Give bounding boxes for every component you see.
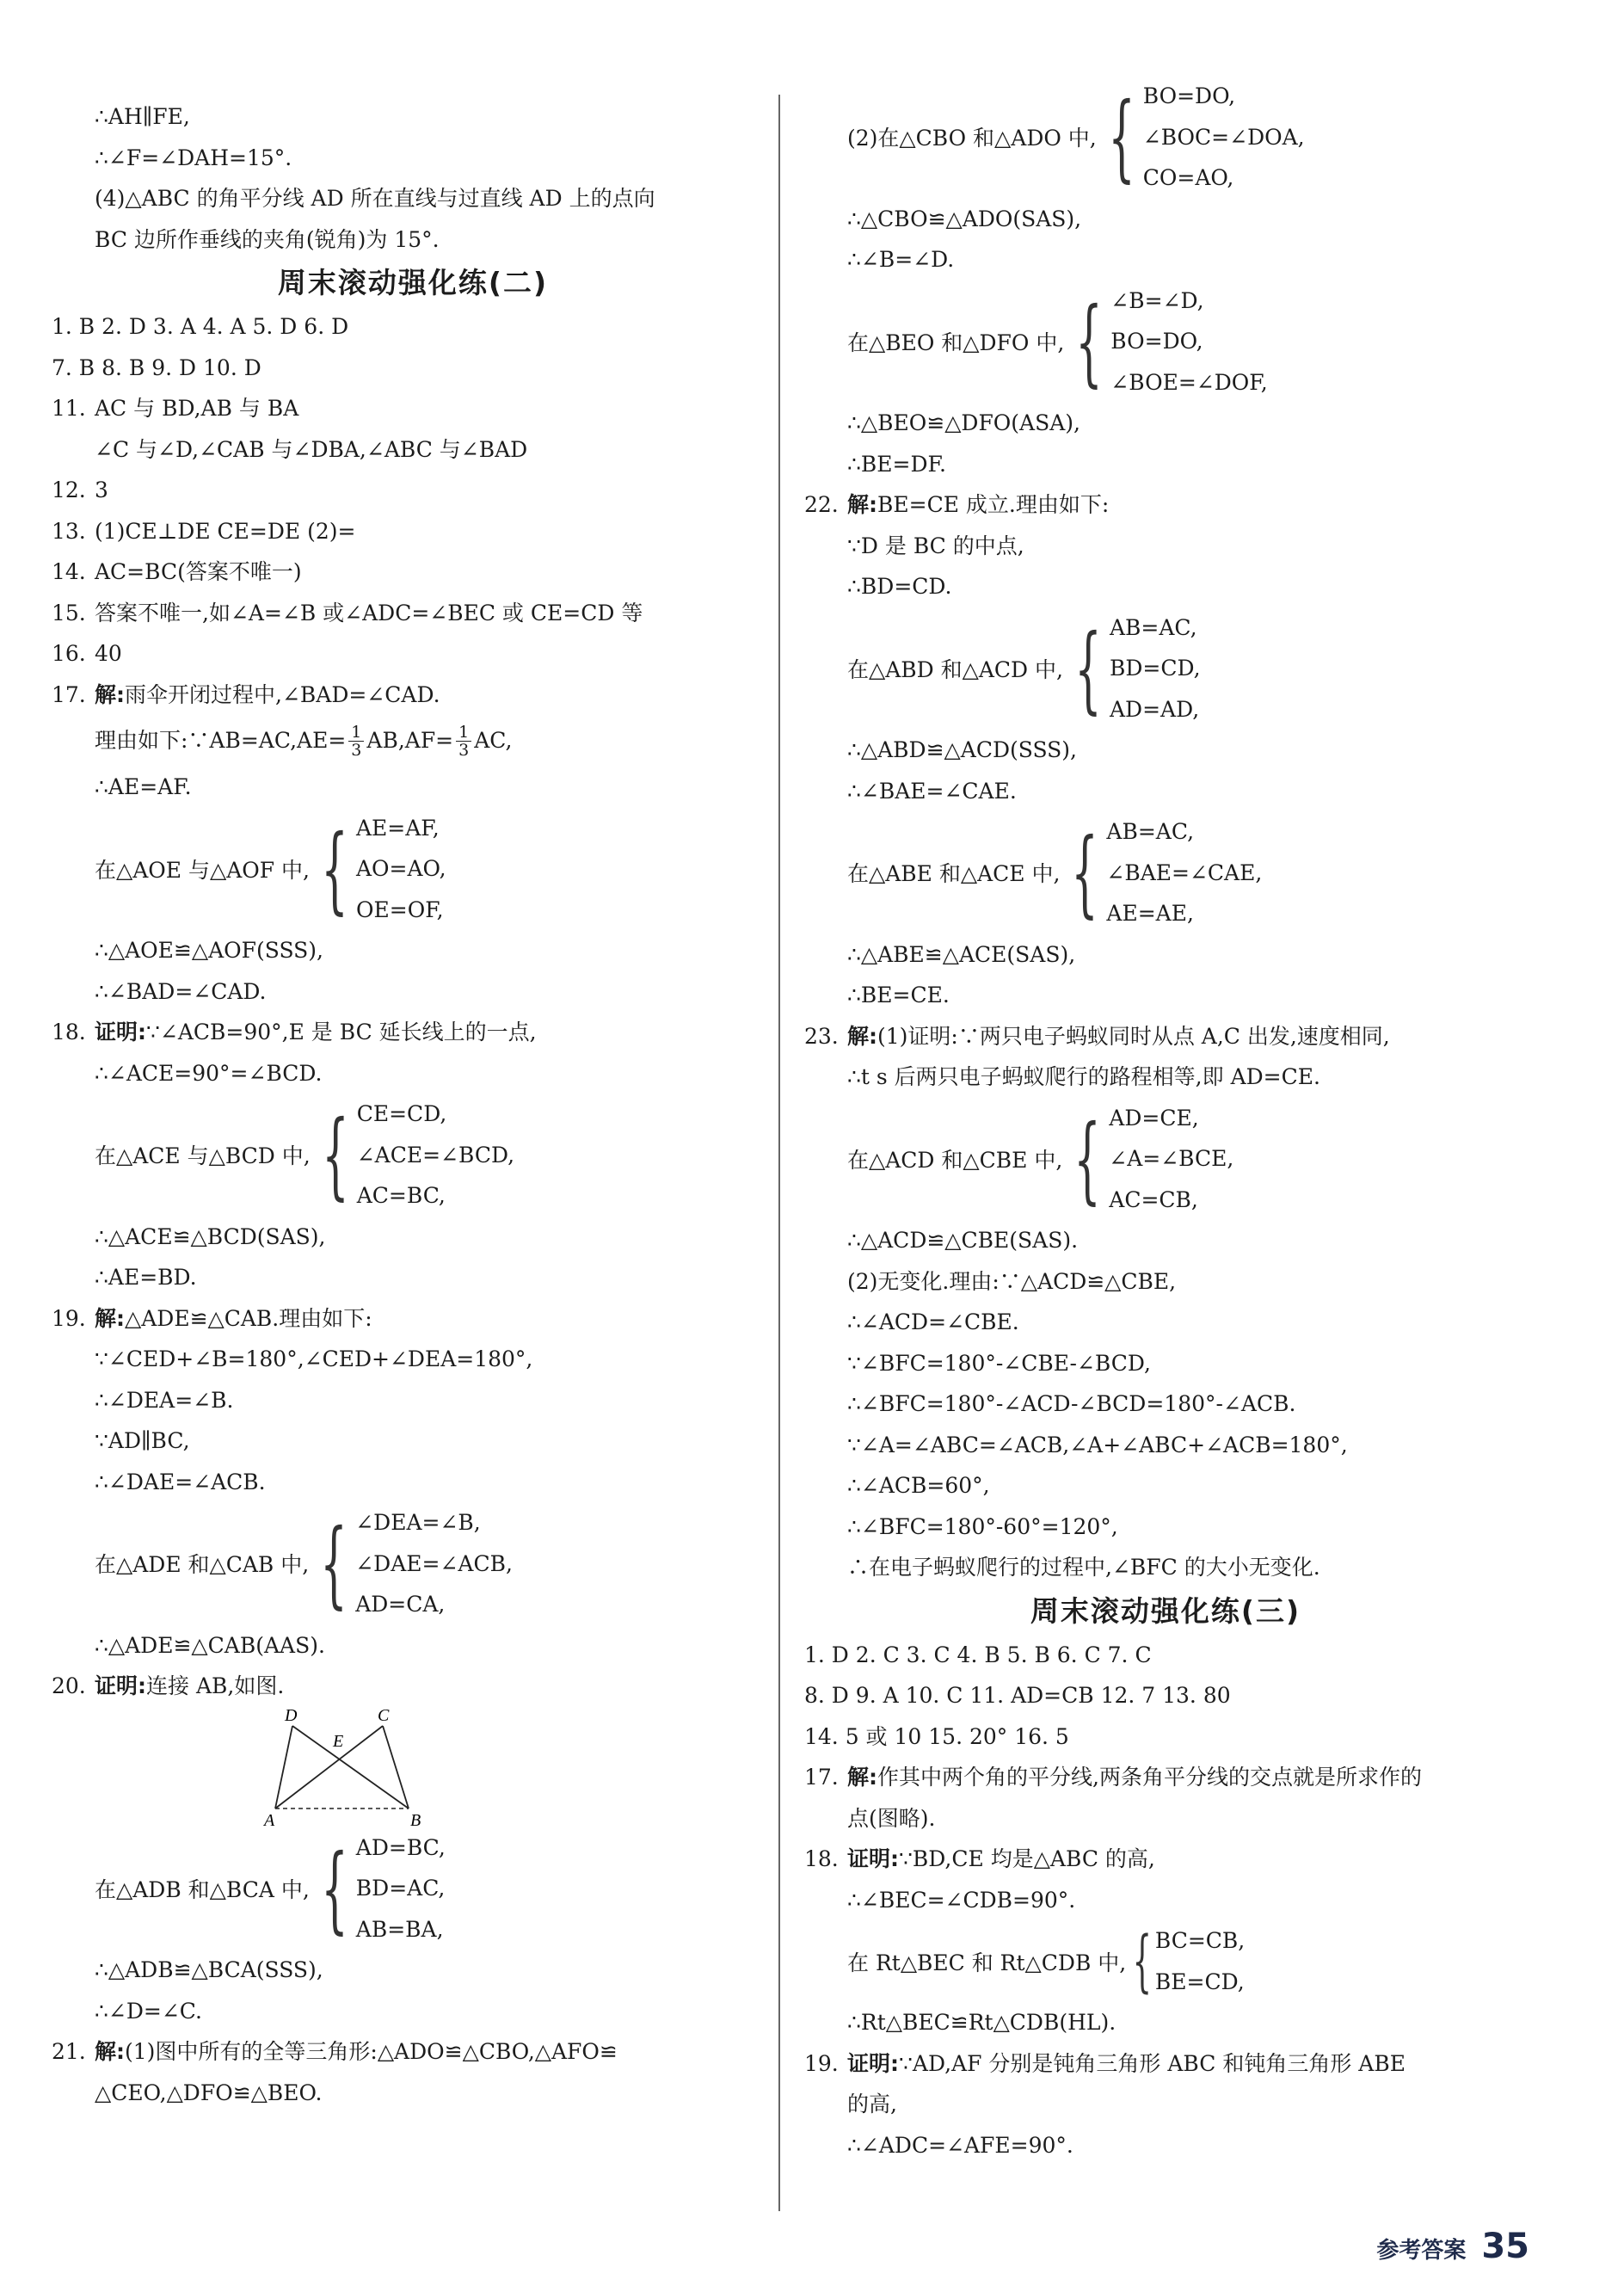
segment-AD — [275, 1726, 292, 1808]
question-19 — [804, 2043, 1527, 2085]
answer-line: 1. D 2. C 3. C 4. B 5. B 6. C 7. C — [804, 1642, 1152, 1667]
system-item: BD=CD, — [1110, 656, 1201, 681]
question-number: 18. — [52, 1020, 86, 1044]
point-label-E: E — [333, 1731, 344, 1751]
system-lead: 在△ABD 和△ACD 中, — [847, 656, 1063, 682]
text-line: ∵D 是 BC 的中点, — [847, 533, 1024, 558]
fraction-denominator: 3 — [351, 740, 362, 760]
answer-line: 7. B 8. B 9. D 10. D — [52, 354, 261, 380]
fraction — [456, 724, 471, 759]
point-label-D: D — [285, 1706, 298, 1725]
text-line: ∴△ADE≌△CAB(AAS). — [95, 1632, 325, 1658]
text-line: ∴△ACE≌△BCD(SAS), — [95, 1223, 326, 1249]
triangle-figure — [237, 1707, 443, 1827]
text-line: ∴△CBO≌△ADO(SAS), — [847, 206, 1082, 231]
question-number: 21. — [52, 2039, 86, 2064]
brace-icon: { — [1075, 286, 1104, 397]
system-lead: 在△BEO 和△DFO 中, — [847, 330, 1065, 355]
text-line: ∴∠DEA=∠B. — [95, 1387, 234, 1413]
brace-icon: { — [320, 1508, 348, 1619]
text-line: ∴△ABD≌△ACD(SSS), — [847, 737, 1077, 762]
solution-label: 解: — [847, 1765, 877, 1790]
text-line: 点(图略). — [847, 1805, 936, 1831]
system-item: BO=DO, — [1110, 329, 1203, 354]
system-item: CO=AO, — [1142, 165, 1234, 190]
equation-system — [52, 1827, 774, 1950]
right-column — [804, 82, 1527, 2166]
text-line: ∵∠CED+∠B=180°,∠CED+∠DEA=180°, — [95, 1346, 533, 1371]
text-line: 的高, — [847, 2092, 897, 2117]
question-number: 17. — [52, 681, 86, 707]
system-item: ∠DAE=∠ACB, — [355, 1550, 513, 1576]
answer-text: AC=BC(答案不唯一) — [95, 559, 302, 584]
fraction-denominator: 3 — [458, 740, 470, 760]
system-item: AD=CA, — [355, 1592, 446, 1617]
solution-label: 解: — [95, 2039, 125, 2064]
text-line: (4)△ABC 的角平分线 AD 所在直线与过直线 AD 上的点向 — [95, 186, 655, 211]
answer-line: 1. B 2. D 3. A 4. A 5. D 6. D — [52, 314, 349, 339]
system-item: ∠ACE=∠BCD, — [356, 1142, 515, 1168]
text-line: ∴△ADB≌△BCA(SSS), — [95, 1957, 323, 1982]
text-line: ∴∠ACB=60°, — [847, 1473, 990, 1498]
page-number: 35 — [1481, 2227, 1529, 2266]
system-item: AD=CE, — [1109, 1105, 1199, 1131]
question-13 — [52, 511, 774, 552]
proof-label: 证明: — [95, 1020, 146, 1044]
system-lead: 在△ACE 与△BCD 中, — [95, 1143, 311, 1169]
text-line: ∴∠BFC=180°-∠ACD-∠BCD=180°-∠ACB. — [847, 1391, 1296, 1416]
system-lead: 在△ADB 和△BCA 中, — [95, 1876, 310, 1902]
question-11 — [52, 388, 774, 429]
equation-system — [52, 808, 774, 931]
equation-system — [804, 1920, 1527, 2002]
text-line: (2)无变化.理由:∵△ACD≌△CBE, — [847, 1268, 1177, 1294]
question-number: 19. — [804, 2050, 839, 2076]
fraction-numerator: 1 — [348, 724, 364, 742]
system-item: AO=AO, — [356, 856, 446, 881]
fraction — [348, 724, 364, 759]
text-line: ∴∠DAE=∠ACB. — [95, 1469, 266, 1494]
question-number: 13. — [52, 518, 86, 544]
text-line: ∴∠BEC=∠CDB=90°. — [847, 1887, 1076, 1913]
system-item: AD=BC, — [355, 1834, 446, 1860]
brace-icon: { — [1108, 82, 1135, 193]
text-line: ∴AH∥FE, — [95, 104, 190, 129]
question-number: 19. — [52, 1305, 86, 1331]
text-part: AC, — [474, 728, 513, 754]
text-line: ∴∠B=∠D. — [847, 247, 955, 272]
text-line: ∴BD=CD. — [847, 574, 952, 599]
footer-label: 参考答案 — [1376, 2238, 1467, 2264]
proof-label: 证明: — [847, 1846, 899, 1871]
system-item: ∠BOE=∠DOF, — [1110, 369, 1268, 395]
text-line: ∴△ACD≌△CBE(SAS). — [847, 1228, 1079, 1253]
text-part: 理由如下:∵AB=AC,AE= — [95, 728, 347, 754]
text-line: ∴△ABE≌△ACE(SAS), — [847, 941, 1076, 967]
question-number: 11. — [52, 396, 86, 421]
question-number: 22. — [804, 492, 839, 517]
question-number: 15. — [52, 600, 86, 625]
text-line: BC 边所作垂线的夹角(锐角)为 15°. — [95, 226, 440, 252]
answer-text: BE=CE 成立.理由如下: — [877, 492, 1110, 517]
text-line: △CEO,△DFO≌△BEO. — [95, 2080, 323, 2105]
point-label-A: A — [264, 1810, 275, 1827]
system-item: BE=CD, — [1154, 1969, 1245, 1994]
brace-icon: { — [321, 1100, 349, 1211]
proof-label: 证明: — [847, 2050, 899, 2076]
brace-icon: { — [1073, 1103, 1102, 1214]
solution-label: 解: — [95, 681, 125, 707]
answer-text: 3 — [95, 478, 108, 502]
answer-text: (1)CE⊥DE CE=DE (2)= — [95, 518, 356, 544]
system-item: AB=AC, — [1106, 819, 1195, 844]
text-line: ∴∠D=∠C. — [95, 1998, 202, 2024]
text-line: ∵AD∥BC, — [95, 1428, 190, 1453]
system-item: AC=BC, — [356, 1183, 446, 1208]
answer-text: 雨伞开闭过程中,∠BAD=∠CAD. — [125, 681, 440, 707]
system-item: AB=AC, — [1110, 614, 1197, 640]
text-line: ∴∠ADC=∠AFE=90°. — [847, 2132, 1073, 2158]
question-17 — [52, 675, 774, 716]
text-line: ∴△BEO≌△DFO(ASA), — [847, 410, 1080, 435]
system-item: BD=AC, — [355, 1876, 446, 1901]
text-part: AB,AF= — [366, 728, 454, 754]
column-divider — [778, 95, 780, 2211]
question-19 — [52, 1298, 774, 1340]
brace-icon: { — [1074, 613, 1102, 724]
solution-label: 解: — [847, 492, 877, 517]
section-heading: 周末滚动强化练(二) — [277, 266, 549, 299]
answer-text: AC 与 BD,AB 与 BA — [95, 396, 299, 421]
question-number: 20. — [52, 1673, 86, 1698]
system-item: AE=AE, — [1106, 901, 1194, 926]
question-number: 17. — [804, 1765, 839, 1790]
text-line: ∴AE=BD. — [95, 1265, 197, 1290]
text-line: ∴∠ACD=∠CBE. — [847, 1309, 1019, 1334]
equation-system — [804, 811, 1527, 934]
equation-system — [804, 76, 1527, 199]
system-item: CE=CD, — [356, 1101, 447, 1126]
question-23 — [804, 1016, 1527, 1057]
question-18 — [804, 1839, 1527, 1880]
question-20 — [52, 1666, 774, 1707]
solution-label: 解: — [95, 1305, 125, 1331]
text-line: ∴△AOE≌△AOF(SSS), — [95, 938, 323, 963]
system-item: AE=AF, — [356, 815, 440, 841]
segment-AC — [275, 1726, 383, 1808]
equation-system — [804, 1098, 1527, 1221]
answer-text: 作其中两个角的平分线,两条角平分线的交点就是所求作的 — [877, 1765, 1422, 1790]
section-heading: 周末滚动强化练(三) — [1030, 1593, 1301, 1628]
brace-icon: { — [321, 1833, 348, 1944]
point-label-C: C — [378, 1706, 390, 1725]
question-12 — [52, 470, 774, 511]
system-lead: (2)在△CBO 和△ADO 中, — [847, 126, 1097, 151]
text-line: ∴∠F=∠DAH=15°. — [95, 145, 292, 170]
system-item: AB=BA, — [355, 1916, 444, 1942]
answer-text: ∵AD,AF 分别是钝角三角形 ABC 和钝角三角形 ABE — [899, 2050, 1406, 2076]
question-18 — [52, 1012, 774, 1053]
system-item: ∠BAE=∠CAE, — [1106, 860, 1263, 885]
question-number: 16. — [52, 641, 86, 666]
system-lead: 在△ADE 和△CAB 中, — [95, 1552, 310, 1578]
question-14 — [52, 551, 774, 593]
equation-system — [804, 280, 1527, 404]
question-16 — [52, 633, 774, 675]
question-number: 18. — [804, 1846, 839, 1871]
segment-DB — [292, 1726, 409, 1808]
text-line: ∵∠BFC=180°-∠CBE-∠BCD, — [847, 1350, 1151, 1376]
answer-text: 40 — [95, 641, 122, 666]
system-item: BO=DO, — [1142, 83, 1236, 108]
system-lead: 在△ACD 和△CBE 中, — [847, 1147, 1063, 1173]
system-item: OE=OF, — [356, 897, 444, 922]
answer-text: 连接 AB,如图. — [146, 1673, 285, 1698]
question-number: 23. — [804, 1023, 839, 1049]
text-line: ∴∠BAE=∠CAE. — [847, 778, 1017, 804]
text-line: ∴在电子蚂蚁爬行的过程中,∠BFC 的大小无变化. — [847, 1555, 1320, 1580]
system-item: ∠DEA=∠B, — [355, 1510, 481, 1535]
equation-system — [52, 1094, 774, 1217]
question-number: 14. — [52, 559, 86, 584]
text-line: ∴∠BAD=∠CAD. — [95, 978, 267, 1004]
text-line: ∴BE=CE. — [847, 983, 950, 1007]
system-item: ∠A=∠BCE, — [1109, 1146, 1234, 1171]
question-number: 12. — [52, 478, 86, 502]
brace-icon: { — [1071, 817, 1099, 928]
text-line: ∴Rt△BEC≌Rt△CDB(HL). — [847, 2010, 1116, 2035]
answer-line: 8. D 9. A 10. C 11. AD=CB 12. 7 13. 80 — [804, 1683, 1231, 1708]
system-lead: 在△ABE 和△ACE 中, — [847, 861, 1061, 887]
answer-text: ∵∠ACB=90°,E 是 BC 延长线上的一点, — [146, 1020, 537, 1044]
fraction-numerator: 1 — [456, 724, 471, 742]
system-item: ∠BOC=∠DOA, — [1142, 124, 1305, 150]
brace-icon: { — [1132, 1922, 1153, 2000]
brace-icon: { — [321, 813, 348, 924]
answer-text: 答案不唯一,如∠A=∠B 或∠ADC=∠BEC 或 CE=CD 等 — [95, 600, 643, 625]
answer-text: (1)证明:∵两只电子蚂蚁同时从点 A,C 出发,速度相同, — [877, 1023, 1390, 1049]
equation-system — [804, 607, 1527, 730]
text-line: ∴∠ACE=90°=∠BCD. — [95, 1060, 323, 1086]
proof-label: 证明: — [95, 1673, 146, 1698]
answer-text: ∵BD,CE 均是△ABC 的高, — [899, 1846, 1155, 1871]
question-21 — [52, 2031, 774, 2073]
point-label-B: B — [410, 1810, 421, 1827]
text-line: ∴t s 后两只电子蚂蚁爬行的路程相等,即 AD=CE. — [847, 1064, 1320, 1089]
text-line: ∴BE=DF. — [847, 451, 946, 477]
text-line: ∠C 与∠D,∠CAB 与∠DBA,∠ABC 与∠BAD — [95, 436, 528, 462]
question-22 — [804, 484, 1527, 526]
system-item: AD=AD, — [1110, 696, 1200, 722]
system-item: AC=CB, — [1109, 1186, 1198, 1212]
text-line: ∵∠A=∠ABC=∠ACB,∠A+∠ABC+∠ACB=180°, — [847, 1432, 1348, 1457]
solution-label: 解: — [847, 1023, 877, 1049]
page-footer — [1376, 2227, 1529, 2266]
answer-text: (1)图中所有的全等三角形:△ADO≌△CBO,△AFO≌ — [125, 2039, 618, 2064]
question-15 — [52, 593, 774, 634]
text-line: ∴AE=AF. — [95, 774, 192, 799]
system-lead: 在 Rt△BEC 和 Rt△CDB 中, — [847, 1950, 1127, 1975]
question-17 — [804, 1757, 1527, 1798]
system-item: ∠B=∠D, — [1110, 287, 1204, 313]
text-line: ∴∠BFC=180°-60°=120°, — [847, 1513, 1118, 1539]
text-line — [52, 715, 774, 767]
segment-CB — [383, 1726, 409, 1808]
system-lead: 在△AOE 与△AOF 中, — [95, 857, 310, 883]
system-item: BC=CB, — [1154, 1928, 1246, 1953]
equation-system — [52, 1502, 774, 1625]
geometry-figure — [52, 1707, 774, 1827]
answer-text: △ADE≌△CAB.理由如下: — [125, 1305, 372, 1331]
answer-line: 14. 5 或 10 15. 20° 16. 5 — [804, 1723, 1069, 1749]
left-column — [52, 96, 774, 2113]
